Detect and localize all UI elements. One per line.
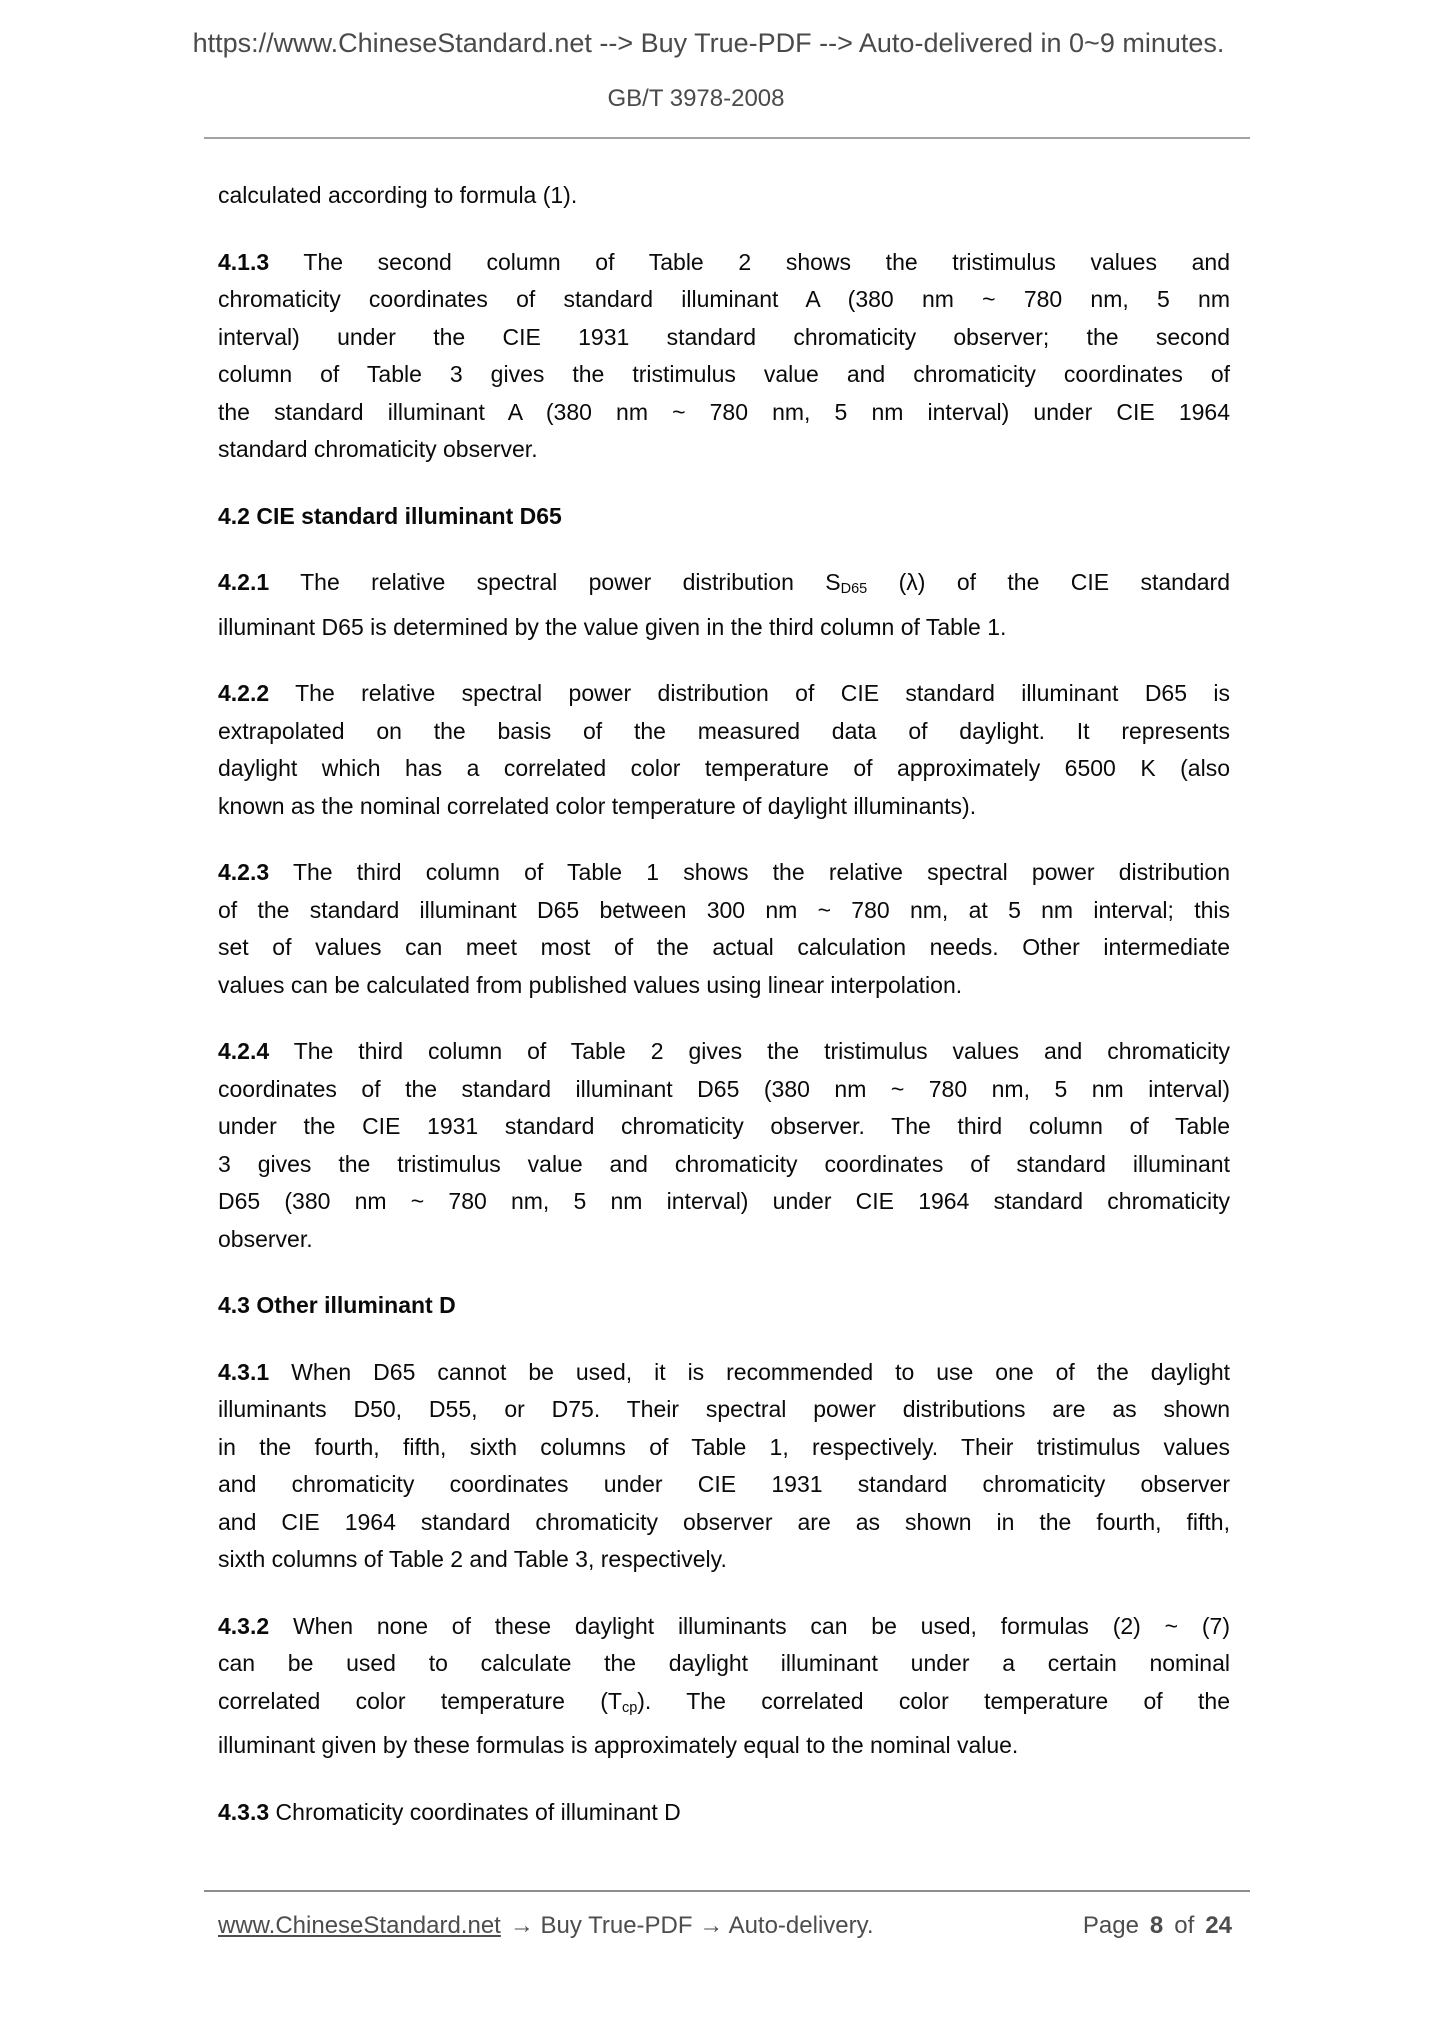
text-run: set of values can meet most of the actual calculation needs. Other intermediate xyxy=(218,934,1230,960)
text-run: known as the nominal correlated color temperature of daylight illuminants). xyxy=(218,792,977,819)
paragraph-4-2-4 xyxy=(218,1033,1230,1258)
text-run: The relative spectral power distribution of CIE standard illuminant D65 is xyxy=(269,680,1230,706)
text-run: illuminant given by these formulas is approximately equal to the nominal value. xyxy=(218,1732,1019,1758)
text-line xyxy=(218,356,1230,394)
subscript: cp xyxy=(621,1699,638,1716)
text-line xyxy=(218,431,1230,469)
text-run: illuminant D65 is determined by the value given in the third column of Table 1. xyxy=(218,613,1007,640)
text-line xyxy=(218,1683,1230,1728)
footer-divider xyxy=(204,1890,1250,1892)
text-run: ). The correlated color temperature of the xyxy=(637,1687,1230,1714)
text-run: The third column of Table 2 gives the tristimulus values and chromaticity xyxy=(269,1038,1230,1064)
text-line xyxy=(218,967,1230,1005)
text-run: coordinates of the standard illuminant D65 (380 nm ~ 780 nm, 5 nm interval) xyxy=(218,1075,1230,1102)
text-run: Chromaticity coordinates of illuminant D xyxy=(269,1798,681,1825)
text-line xyxy=(218,750,1230,788)
paragraph-intro xyxy=(218,177,1230,215)
text-run: observer. xyxy=(218,1225,313,1252)
text-run: D65 (380 nm ~ 780 nm, 5 nm interval) under CIE 1964 standard chromaticity xyxy=(218,1188,1230,1214)
text-line xyxy=(218,1221,1230,1259)
text-line xyxy=(218,1146,1230,1184)
text-line xyxy=(218,319,1230,357)
page-indicator xyxy=(1083,1910,1232,1942)
text-line xyxy=(218,281,1230,319)
paragraph-4-3-2 xyxy=(218,1608,1230,1765)
text-run: column of Table 3 gives the tristimulus value and chromaticity coordinates of xyxy=(218,361,1230,387)
text-line xyxy=(218,1287,1230,1325)
section-number: 4.3.2 xyxy=(218,1612,270,1639)
text-line xyxy=(218,1504,1230,1542)
text-run: can be used to calculate the daylight illuminant under a certain nominal xyxy=(218,1650,1230,1676)
section-number: 4.3.1 xyxy=(218,1358,270,1385)
page-footer xyxy=(218,1910,1232,1942)
text-run: When none of these daylight illuminants can be used, formulas (2) ~ (7) xyxy=(269,1612,1230,1639)
text-line xyxy=(218,1466,1230,1504)
paragraph-4-3-1 xyxy=(218,1354,1230,1579)
section-number: 4.3.3 xyxy=(218,1798,270,1825)
text-run: The relative spectral power distribution S xyxy=(269,569,841,595)
text-run: the standard illuminant A (380 nm ~ 780 nm, 5 nm interval) under CIE 1964 xyxy=(218,398,1230,425)
text-line xyxy=(218,177,1230,215)
text-line xyxy=(218,854,1230,892)
text-line xyxy=(218,1183,1230,1221)
text-line xyxy=(218,892,1230,930)
doc-number: GB/T 3978-2008 xyxy=(607,85,785,112)
text-run: of the standard illuminant D65 between 300 nm ~ 780 nm, at 5 nm interval; this xyxy=(218,896,1230,923)
section-number: 4.2 CIE standard illuminant D65 xyxy=(218,502,562,529)
text-run: chromaticity coordinates of standard illuminant A (380 nm ~ 780 nm, 5 nm xyxy=(218,286,1230,312)
text-line xyxy=(218,1645,1230,1683)
text-run: under the CIE 1931 standard chromaticity observer. The third column of Table xyxy=(218,1113,1230,1139)
text-line xyxy=(218,1794,1230,1832)
text-run: 3 gives the tristimulus value and chromaticity coordinates of standard illuminant xyxy=(218,1150,1230,1177)
text-line xyxy=(218,1608,1230,1646)
text-line xyxy=(218,394,1230,432)
text-run: sixth columns of Table 2 and Table 3, respectively. xyxy=(218,1546,727,1572)
section-number: 4.1.3 xyxy=(218,248,270,275)
text-run: and chromaticity coordinates under CIE 1931 standard chromaticity observer xyxy=(218,1471,1230,1497)
document-body xyxy=(218,177,1230,1831)
header-url-line: https://www.ChineseStandard.net --> Buy True-PDF --> Auto-delivered in 0~9 minutes. xyxy=(192,28,1225,58)
text-run: values can be calculated from published values using linear interpolation. xyxy=(218,971,963,998)
subscript: D65 xyxy=(840,581,868,597)
footer-tail-text: → Buy True-PDF → Auto-delivery. xyxy=(509,1912,874,1939)
text-run: and CIE 1964 standard chromaticity observer are as shown in the fourth, fifth, xyxy=(218,1508,1230,1535)
text-run: The third column of Table 1 shows the relative spectral power distribution xyxy=(269,859,1230,885)
footer-left xyxy=(218,1910,874,1942)
paragraph-4-2-3 xyxy=(218,854,1230,1004)
text-line xyxy=(218,564,1230,609)
section-number: 4.2.3 xyxy=(218,859,270,885)
text-run: interval) under the CIE 1931 standard chromaticity observer; the second xyxy=(218,323,1230,350)
text-line xyxy=(218,498,1230,536)
paragraph-4-2-1 xyxy=(218,564,1230,646)
text-run: (λ) of the CIE standard xyxy=(867,569,1230,595)
text-line xyxy=(218,1541,1230,1579)
section-heading-4-3 xyxy=(218,1287,1230,1325)
text-run: illuminants D50, D55, or D75. Their spectral power distributions are as shown xyxy=(218,1396,1230,1422)
text-run: The second column of Table 2 shows the tristimulus values and xyxy=(269,248,1230,275)
text-line xyxy=(218,1071,1230,1109)
section-number: 4.2.2 xyxy=(218,680,270,706)
text-run: When D65 cannot be used, it is recommended to use one of the daylight xyxy=(269,1358,1230,1385)
footer-site-link[interactable]: www.ChineseStandard.net xyxy=(218,1912,501,1939)
section-number: 4.2.4 xyxy=(218,1038,270,1064)
page-total: 24 xyxy=(1205,1912,1232,1939)
text-run: correlated color temperature (T xyxy=(218,1687,622,1714)
text-run: calculated according to formula (1). xyxy=(218,182,578,208)
text-run: standard chromaticity observer. xyxy=(218,436,538,462)
paragraph-4-3-3 xyxy=(218,1794,1230,1832)
text-line xyxy=(218,244,1230,282)
text-line xyxy=(218,1108,1230,1146)
text-line xyxy=(218,1033,1230,1071)
text-line xyxy=(218,929,1230,967)
page-label: Page xyxy=(1082,1912,1139,1939)
text-line xyxy=(218,1429,1230,1467)
section-number: 4.2.1 xyxy=(218,569,270,595)
header-divider xyxy=(204,137,1250,139)
text-line xyxy=(218,713,1230,751)
text-run: daylight which has a correlated color temperature of approximately 6500 K (also xyxy=(218,755,1230,781)
section-number: 4.3 Other illuminant D xyxy=(218,1292,456,1318)
page-current: 8 xyxy=(1149,1912,1164,1939)
text-run: in the fourth, fifth, sixth columns of Table 1, respectively. Their tristimulus values xyxy=(218,1433,1230,1460)
paragraph-4-2-2 xyxy=(218,675,1230,825)
text-line xyxy=(218,609,1230,647)
text-line xyxy=(218,788,1230,826)
of-label: of xyxy=(1174,1912,1195,1939)
paragraph-4-1-3 xyxy=(218,244,1230,469)
text-run: extrapolated on the basis of the measured data of daylight. It represents xyxy=(218,717,1230,744)
text-line xyxy=(218,1354,1230,1392)
text-line xyxy=(218,1391,1230,1429)
section-heading-4-2 xyxy=(218,498,1230,536)
text-line xyxy=(218,675,1230,713)
text-line xyxy=(218,1727,1230,1765)
